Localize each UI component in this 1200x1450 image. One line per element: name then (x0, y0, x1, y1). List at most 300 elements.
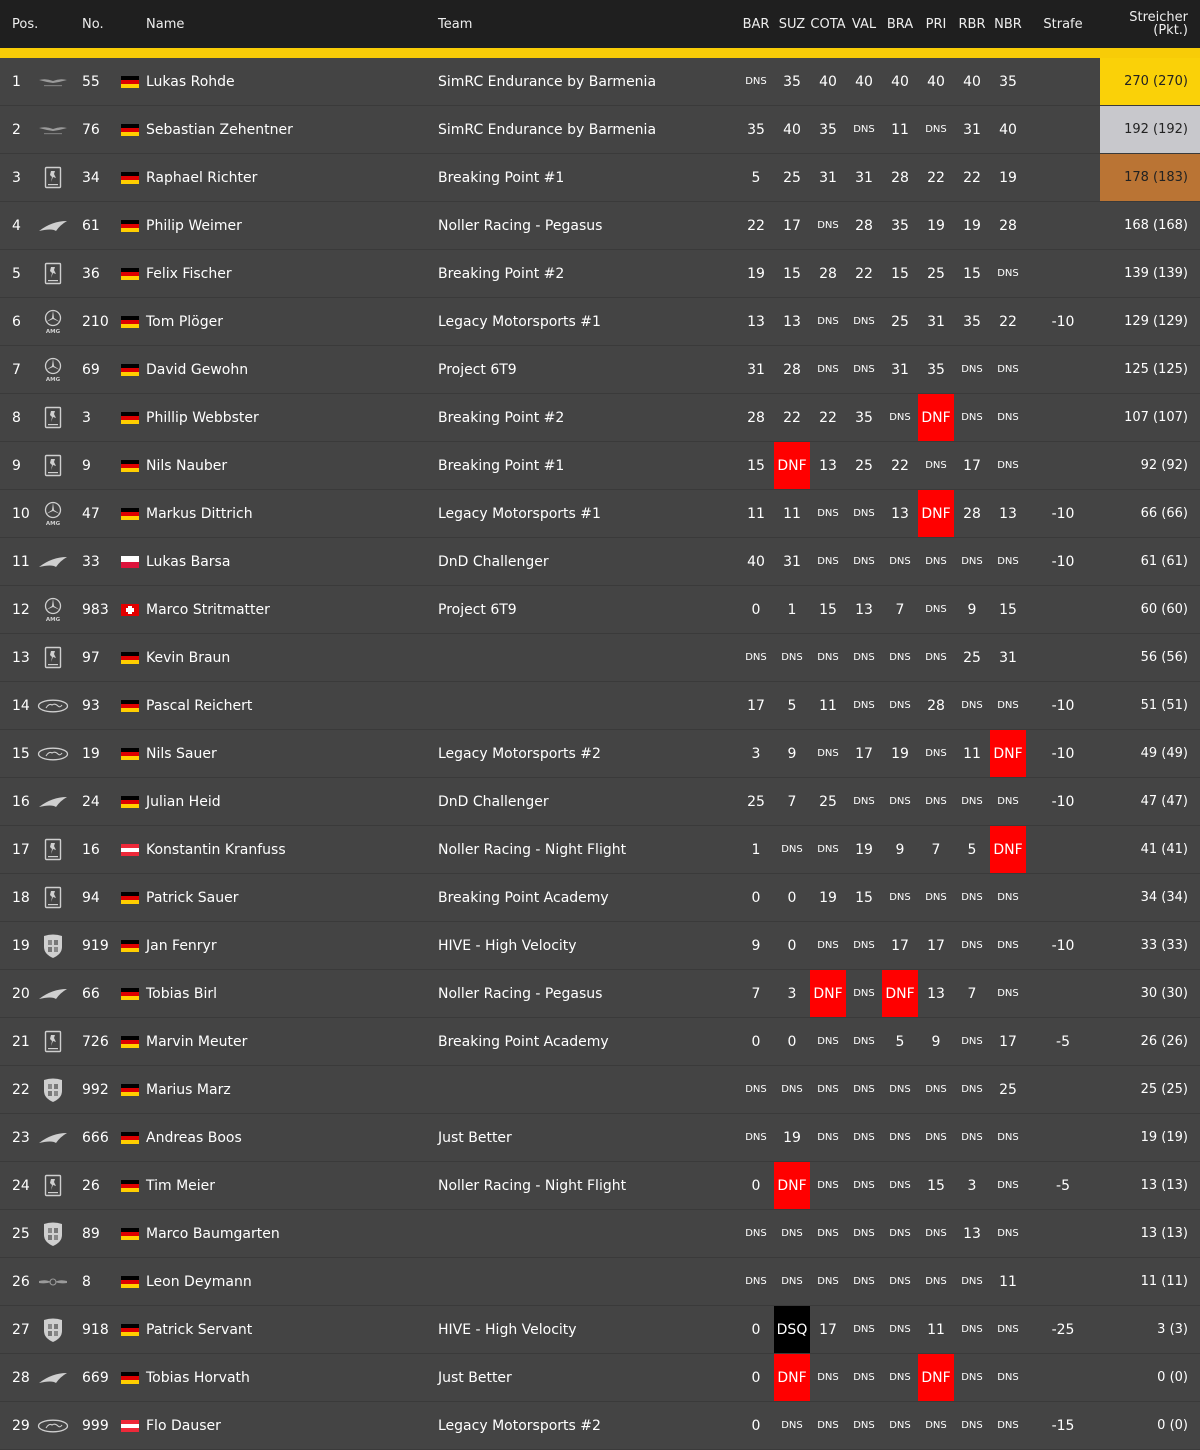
total-points: 129 (129) (1124, 314, 1188, 329)
race-result: 31 (927, 313, 945, 330)
race-result: DNS (925, 652, 947, 663)
header-race-bra[interactable]: BRA (886, 16, 914, 32)
position: 12 (12, 601, 30, 618)
mercedes-amg-icon (36, 298, 70, 345)
header-race-bar[interactable]: BAR (742, 16, 770, 32)
svg-text:AMG: AMG (45, 376, 61, 383)
race-result: 22 (927, 169, 945, 186)
driver-name[interactable]: Jan Fenryr (146, 937, 217, 954)
driver-name[interactable]: Raphael Richter (146, 169, 258, 186)
race-result: DNS (961, 1324, 983, 1335)
car-number: 666 (82, 1129, 109, 1146)
ford-icon (36, 1402, 70, 1449)
table-row[interactable] (0, 826, 1200, 874)
race-result: DNS (853, 124, 875, 135)
table-row[interactable] (0, 586, 1200, 634)
table-row[interactable] (0, 1258, 1200, 1306)
race-result: 19 (819, 889, 837, 906)
race-result: 0 (787, 1033, 797, 1050)
total-points: 56 (56) (1140, 650, 1188, 665)
team-name[interactable]: Breaking Point Academy (438, 1033, 609, 1050)
header-name[interactable]: Name (146, 16, 185, 32)
race-result: 40 (963, 73, 981, 90)
race-result: DNS (925, 748, 947, 759)
table-row[interactable] (0, 1402, 1200, 1450)
race-result: 13 (891, 505, 909, 522)
table-row[interactable] (0, 1162, 1200, 1210)
team-name[interactable]: Project 6T9 (438, 601, 517, 618)
table-row[interactable] (0, 58, 1200, 106)
race-result: DNS (853, 796, 875, 807)
team-name[interactable]: Breaking Point #1 (438, 457, 565, 474)
nationality-flag (121, 1210, 139, 1257)
race-result: DNS (997, 268, 1019, 279)
nationality-flag (121, 250, 139, 297)
race-result: 19 (999, 169, 1017, 186)
penalty: -10 (1051, 313, 1075, 330)
penalty (1042, 874, 1084, 921)
team-name[interactable]: DnD Challenger (438, 793, 549, 810)
car-number: 89 (82, 1225, 100, 1242)
table-row[interactable] (0, 106, 1200, 154)
table-row[interactable] (0, 1210, 1200, 1258)
header-race-val[interactable]: VAL (851, 16, 877, 32)
position: 16 (12, 793, 30, 810)
race-result: DNS (997, 364, 1019, 375)
standings-header (0, 0, 1200, 58)
race-result: 31 (747, 361, 765, 378)
race-result: DNF (990, 730, 1026, 777)
driver-name[interactable]: Lukas Barsa (146, 553, 231, 570)
mclaren-icon (36, 778, 70, 825)
driver-name[interactable]: Tobias Horvath (146, 1369, 250, 1386)
ferrari-icon (36, 250, 70, 297)
race-result: 28 (819, 265, 837, 282)
race-result: DNS (853, 316, 875, 327)
race-result: 0 (751, 1321, 761, 1338)
race-result: DNS (817, 1036, 839, 1047)
position: 27 (12, 1321, 30, 1338)
race-result: DNF (990, 826, 1026, 873)
race-result: 7 (931, 841, 941, 858)
driver-name[interactable]: Pascal Reichert (146, 697, 253, 714)
race-result: DNS (889, 796, 911, 807)
race-result: DNS (853, 1420, 875, 1431)
race-result: DNS (925, 556, 947, 567)
nationality-flag (121, 154, 139, 201)
header-strafe[interactable]: Strafe (1043, 16, 1083, 32)
total-points: 13 (13) (1140, 1226, 1188, 1241)
race-result: 0 (751, 1369, 761, 1386)
race-result: 5 (751, 169, 761, 186)
driver-name[interactable]: Markus Dittrich (146, 505, 253, 522)
race-result: DNS (853, 1276, 875, 1287)
ferrari-icon (36, 826, 70, 873)
car-number: 918 (82, 1321, 109, 1338)
race-result: DNS (961, 1372, 983, 1383)
driver-name[interactable]: Konstantin Kranfuss (146, 841, 286, 858)
race-result: DNS (889, 892, 911, 903)
race-result: DNS (961, 1420, 983, 1431)
driver-name[interactable]: Marco Baumgarten (146, 1225, 280, 1242)
team-name[interactable]: Legacy Motorsports #2 (438, 1417, 601, 1434)
nationality-flag (121, 1066, 139, 1113)
race-result: 0 (751, 1033, 761, 1050)
race-result: 11 (927, 1321, 945, 1338)
race-result: 35 (927, 361, 945, 378)
race-result: DNS (781, 844, 803, 855)
race-result: DNS (817, 1372, 839, 1383)
race-result: 31 (999, 649, 1017, 666)
table-row[interactable] (0, 490, 1200, 538)
race-result: DNS (889, 1420, 911, 1431)
race-result: DNS (889, 412, 911, 423)
race-result: DNS (781, 1420, 803, 1431)
table-row[interactable] (0, 1066, 1200, 1114)
race-result: 17 (927, 937, 945, 954)
penalty (1042, 1114, 1084, 1161)
team-name[interactable]: Noller Racing - Pegasus (438, 217, 603, 234)
nationality-flag (121, 778, 139, 825)
total-points: 26 (26) (1140, 1034, 1188, 1049)
race-result: 13 (855, 601, 873, 618)
driver-name[interactable]: Leon Deymann (146, 1273, 252, 1290)
driver-name[interactable]: Lukas Rohde (146, 73, 235, 90)
germany-flag-icon (121, 988, 139, 1000)
team-name[interactable]: Breaking Point #2 (438, 409, 565, 426)
position: 15 (12, 745, 30, 762)
race-result: DNS (817, 1420, 839, 1431)
team-name[interactable]: Legacy Motorsports #2 (438, 745, 601, 762)
position: 1 (12, 73, 21, 90)
ferrari-icon (36, 442, 70, 489)
race-result: 5 (967, 841, 977, 858)
team-name[interactable] (438, 1210, 728, 1257)
header-race-cota[interactable]: COTA (810, 16, 846, 32)
driver-name[interactable]: Philip Weimer (146, 217, 242, 234)
germany-flag-icon (121, 268, 139, 280)
team-name[interactable]: Just Better (438, 1129, 512, 1146)
total-points: 92 (92) (1140, 458, 1188, 473)
race-result: 28 (999, 217, 1017, 234)
team-name[interactable]: SimRC Endurance by Barmenia (438, 121, 657, 138)
race-result: 13 (747, 313, 765, 330)
race-result: 15 (963, 265, 981, 282)
aston-martin-icon (36, 106, 70, 153)
race-result: DNS (889, 1180, 911, 1191)
race-result: 15 (747, 457, 765, 474)
ferrari-icon (36, 634, 70, 681)
nationality-flag (121, 1018, 139, 1065)
table-row[interactable] (0, 874, 1200, 922)
race-result: 25 (927, 265, 945, 282)
table-row[interactable] (0, 634, 1200, 682)
nationality-flag (121, 346, 139, 393)
driver-name[interactable]: Phillip Webbster (146, 409, 259, 426)
race-result: DNS (889, 1228, 911, 1239)
race-result: DNS (853, 1324, 875, 1335)
team-name[interactable]: Project 6T9 (438, 361, 517, 378)
team-name[interactable] (438, 634, 728, 681)
race-result: 13 (999, 505, 1017, 522)
race-result: 35 (747, 121, 765, 138)
penalty: -15 (1051, 1417, 1075, 1434)
team-name[interactable]: Breaking Point Academy (438, 889, 609, 906)
driver-name[interactable]: Julian Heid (146, 793, 221, 810)
race-result: DNS (997, 700, 1019, 711)
table-row[interactable] (0, 154, 1200, 202)
driver-name[interactable]: Patrick Sauer (146, 889, 239, 906)
driver-name[interactable]: Sebastian Zehentner (146, 121, 293, 138)
car-number: 97 (82, 649, 100, 666)
race-result: 28 (747, 409, 765, 426)
race-result: 7 (787, 793, 797, 810)
position: 13 (12, 649, 30, 666)
team-name[interactable]: Just Better (438, 1369, 512, 1386)
header-race-suz[interactable]: SUZ (778, 16, 806, 32)
table-row[interactable] (0, 730, 1200, 778)
team-name[interactable]: HIVE - High Velocity (438, 1321, 577, 1338)
race-result: 9 (787, 745, 797, 762)
team-name[interactable]: SimRC Endurance by Barmenia (438, 73, 657, 90)
position: 23 (12, 1129, 30, 1146)
position: 6 (12, 313, 21, 330)
austria-flag-icon (121, 1420, 139, 1432)
total-points: 49 (49) (1140, 746, 1188, 761)
race-result: 31 (963, 121, 981, 138)
race-result: DNS (961, 1132, 983, 1143)
team-name[interactable] (438, 1066, 728, 1113)
driver-name[interactable]: Tobias Birl (146, 985, 217, 1002)
nationality-flag (121, 106, 139, 153)
nationality-flag (121, 682, 139, 729)
position: 7 (12, 361, 21, 378)
nationality-flag (121, 634, 139, 681)
race-result: 28 (927, 697, 945, 714)
race-result: 22 (783, 409, 801, 426)
table-row[interactable] (0, 778, 1200, 826)
position: 28 (12, 1369, 30, 1386)
nationality-flag (121, 490, 139, 537)
race-result: DNS (961, 892, 983, 903)
penalty (1042, 154, 1084, 201)
total-points: 0 (0) (1157, 1418, 1188, 1433)
team-name[interactable]: Noller Racing - Night Flight (438, 841, 627, 858)
driver-name[interactable]: Marvin Meuter (146, 1033, 248, 1050)
position: 25 (12, 1225, 30, 1242)
ford-icon (36, 730, 70, 777)
car-number: 36 (82, 265, 100, 282)
team-name[interactable] (438, 682, 728, 729)
penalty (1042, 106, 1084, 153)
car-number: 9 (82, 457, 91, 474)
race-result: 40 (783, 121, 801, 138)
car-number: 669 (82, 1369, 109, 1386)
team-name[interactable]: Noller Racing - Pegasus (438, 985, 603, 1002)
table-row[interactable] (0, 682, 1200, 730)
race-result: 17 (783, 217, 801, 234)
position: 8 (12, 409, 21, 426)
svg-text:AMG: AMG (45, 616, 61, 623)
header-no[interactable]: No. (82, 16, 104, 32)
penalty: -10 (1051, 937, 1075, 954)
driver-name[interactable]: Tim Meier (146, 1177, 216, 1194)
table-row[interactable] (0, 250, 1200, 298)
car-number: 983 (82, 601, 109, 618)
race-result: 0 (751, 1417, 761, 1434)
switzerland-flag-icon (121, 604, 139, 616)
germany-flag-icon (121, 412, 139, 424)
team-name[interactable]: Breaking Point #2 (438, 265, 565, 282)
car-number: 47 (82, 505, 100, 522)
car-number: 76 (82, 121, 100, 138)
table-row[interactable] (0, 298, 1200, 346)
car-number: 33 (82, 553, 100, 570)
header-race-nbr[interactable]: NBR (994, 16, 1022, 32)
header-race-pri[interactable]: PRI (925, 16, 947, 32)
header-team[interactable]: Team (438, 16, 473, 32)
race-result: 5 (895, 1033, 905, 1050)
race-result: DNS (925, 892, 947, 903)
driver-name[interactable]: Patrick Servant (146, 1321, 253, 1338)
team-name[interactable]: Legacy Motorsports #1 (438, 313, 601, 330)
race-result: DNS (853, 1180, 875, 1191)
mercedes-amg-icon (36, 490, 70, 537)
driver-name[interactable]: Nils Sauer (146, 745, 217, 762)
race-result: DNS (817, 940, 839, 951)
nationality-flag (121, 1258, 139, 1305)
team-name[interactable]: DnD Challenger (438, 553, 549, 570)
race-result: DNS (817, 1180, 839, 1191)
driver-name[interactable]: Flo Dauser (146, 1417, 221, 1434)
mclaren-icon (36, 1354, 70, 1401)
car-number: 26 (82, 1177, 100, 1194)
table-row[interactable] (0, 1018, 1200, 1066)
table-row[interactable] (0, 442, 1200, 490)
race-result: DNS (997, 940, 1019, 951)
race-result: DNS (853, 700, 875, 711)
header-pos[interactable]: Pos. (12, 16, 39, 32)
team-name[interactable]: Breaking Point #1 (438, 169, 565, 186)
race-result: 3 (787, 985, 797, 1002)
race-result: 15 (783, 265, 801, 282)
total-points: 139 (139) (1124, 266, 1188, 281)
race-result: 22 (999, 313, 1017, 330)
race-result: 5 (787, 697, 797, 714)
total-points: 3 (3) (1157, 1322, 1188, 1337)
race-result: 35 (855, 409, 873, 426)
driver-name[interactable]: David Gewohn (146, 361, 249, 378)
team-name[interactable]: Noller Racing - Night Flight (438, 1177, 627, 1194)
driver-name[interactable]: Andreas Boos (146, 1129, 242, 1146)
nationality-flag (121, 442, 139, 489)
race-result: 28 (891, 169, 909, 186)
race-result: DNS (997, 556, 1019, 567)
driver-name[interactable]: Nils Nauber (146, 457, 228, 474)
race-result: 22 (855, 265, 873, 282)
race-result: 9 (895, 841, 905, 858)
germany-flag-icon (121, 940, 139, 952)
header-points[interactable] (1100, 0, 1188, 48)
driver-name[interactable]: Tom Plöger (146, 313, 223, 330)
race-result: DNF (774, 1354, 810, 1401)
header-race-rbr[interactable]: RBR (958, 16, 986, 32)
car-number: 3 (82, 409, 91, 426)
race-result: DNS (817, 748, 839, 759)
race-result: 0 (751, 1177, 761, 1194)
driver-name[interactable]: Marco Stritmatter (146, 601, 270, 618)
position: 26 (12, 1273, 30, 1290)
germany-flag-icon (121, 652, 139, 664)
race-result: 15 (999, 601, 1017, 618)
car-number: 8 (82, 1273, 91, 1290)
race-result: DNF (810, 970, 846, 1017)
table-row[interactable] (0, 970, 1200, 1018)
nationality-flag (121, 298, 139, 345)
total-points: 30 (30) (1140, 986, 1188, 1001)
race-result: 19 (747, 265, 765, 282)
germany-flag-icon (121, 796, 139, 808)
race-result: DNS (925, 1228, 947, 1239)
total-points: 178 (183) (1100, 154, 1200, 201)
race-result: DNS (925, 1276, 947, 1287)
table-row[interactable] (0, 394, 1200, 442)
team-name[interactable] (438, 1258, 728, 1305)
total-points: 107 (107) (1124, 410, 1188, 425)
aston-martin-icon (36, 58, 70, 105)
race-result: 22 (891, 457, 909, 474)
nationality-flag (121, 1306, 139, 1353)
race-result: 7 (967, 985, 977, 1002)
race-result: 15 (891, 265, 909, 282)
header-points-line2: (Pkt.) (1153, 23, 1188, 38)
race-result: 11 (747, 505, 765, 522)
race-result: DNS (961, 364, 983, 375)
driver-name[interactable]: Felix Fischer (146, 265, 232, 282)
car-number: 69 (82, 361, 100, 378)
table-row[interactable] (0, 1114, 1200, 1162)
team-name[interactable]: HIVE - High Velocity (438, 937, 577, 954)
race-result: DNS (961, 1036, 983, 1047)
table-row[interactable] (0, 202, 1200, 250)
table-row[interactable] (0, 538, 1200, 586)
race-result: DNS (781, 652, 803, 663)
race-result: DNS (925, 1132, 947, 1143)
race-result: 35 (963, 313, 981, 330)
penalty (1042, 1354, 1084, 1401)
total-points: 25 (25) (1140, 1082, 1188, 1097)
table-row[interactable] (0, 346, 1200, 394)
race-result: 13 (783, 313, 801, 330)
driver-name[interactable]: Kevin Braun (146, 649, 231, 666)
team-name[interactable]: Legacy Motorsports #1 (438, 505, 601, 522)
race-result: 17 (747, 697, 765, 714)
position: 20 (12, 985, 30, 1002)
penalty: -5 (1056, 1177, 1070, 1194)
race-result: 1 (751, 841, 761, 858)
race-result: 28 (855, 217, 873, 234)
table-row[interactable] (0, 922, 1200, 970)
table-row[interactable] (0, 1354, 1200, 1402)
nationality-flag (121, 730, 139, 777)
race-result: 19 (891, 745, 909, 762)
race-result: 25 (999, 1081, 1017, 1098)
race-result: 13 (927, 985, 945, 1002)
table-row[interactable] (0, 1306, 1200, 1354)
driver-name[interactable]: Marius Marz (146, 1081, 231, 1098)
race-result: DNS (925, 604, 947, 615)
race-result: 22 (747, 217, 765, 234)
